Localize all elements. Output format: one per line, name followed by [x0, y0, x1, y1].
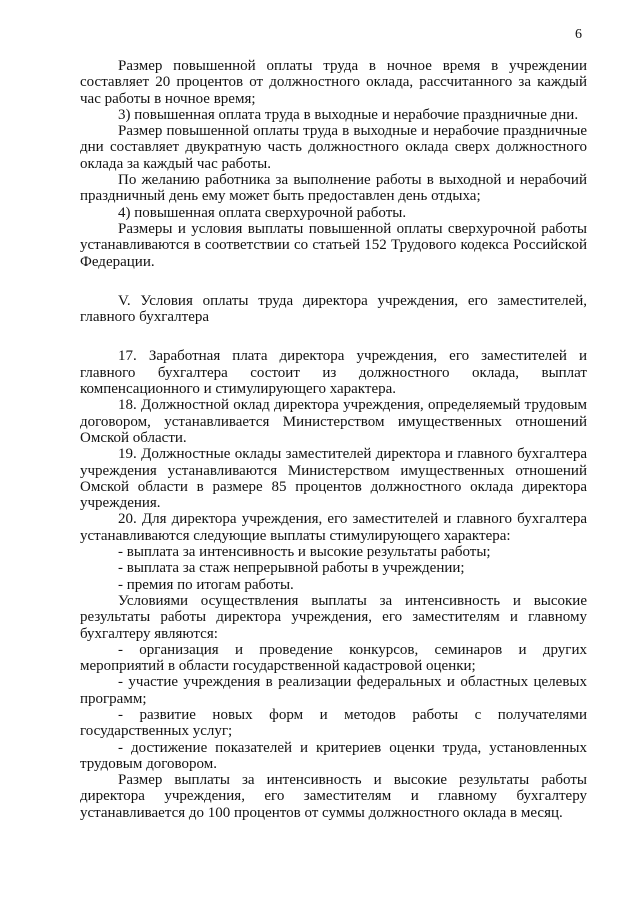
- document-body: [80, 58, 587, 821]
- page-number: 6: [575, 27, 582, 42]
- paragraph: 19. Должностные оклады заместителей директора и главного бухгалтера учреждения устанавливаются Министерством имущественных отношений Омской области в размере 85 процентов должностного оклада директора учреждения.: [80, 446, 587, 512]
- paragraph: Размер выплаты за интенсивность и высокие результаты работы директора учреждения, его заместителям и главному бухгалтеру устанавливается до 100 процентов от суммы должностного оклада в месяц.: [80, 772, 587, 821]
- list-item: - достижение показателей и критериев оценки труда, установленных трудовым договором.: [80, 739, 587, 772]
- section-heading: V. Условия оплаты труда директора учреждения, его заместителей, главного бухгалтера: [80, 292, 587, 326]
- list-item: - выплата за стаж непрерывной работы в учреждении;: [118, 560, 465, 577]
- list-item: - организация и проведение конкурсов, семинаров и других мероприятий в области государственной кадастровой оценки;: [80, 641, 587, 675]
- paragraph: Условиями осуществления выплаты за интенсивность и высокие результаты работы директора учреждения, его заместителям и главному бухгалтеру являются:: [80, 592, 587, 642]
- list-item: - развитие новых форм и методов работы с получателями государственных услуг;: [80, 706, 587, 740]
- paragraph: 3) повышенная оплата труда в выходные и нерабочие праздничные дни.: [118, 106, 579, 123]
- list-item: - выплата за интенсивность и высокие результаты работы;: [118, 544, 491, 561]
- paragraph: Размер повышенной оплаты труда в ночное время в учреждении составляет 20 процентов от должностного оклада, рассчитанного за каждый час работы в ночное время;: [80, 58, 587, 107]
- list-item: - участие учреждения в реализации федеральных и областных целевых программ;: [80, 674, 587, 707]
- list-item: - премия по итогам работы.: [118, 576, 294, 593]
- paragraph: 4) повышенная оплата сверхурочной работы.: [118, 204, 407, 221]
- paragraph: По желанию работника за выполнение работы в выходной и нерабочий праздничный день ему может быть предоставлен день отдыха;: [80, 172, 587, 205]
- paragraph: 18. Должностной оклад директора учреждения, определяемый трудовым договором, устанавливается Министерством имущественных отношений Омской области.: [80, 397, 587, 446]
- paragraph: Размер повышенной оплаты труда в выходные и нерабочие праздничные дни составляет двукратную часть должностного оклада сверх должностного оклада за каждый час работы.: [80, 123, 587, 172]
- paragraph: 20. Для директора учреждения, его заместителей и главного бухгалтера устанавливаются следующие выплаты стимулирующего характера:: [80, 511, 587, 544]
- paragraph: Размеры и условия выплаты повышенной оплаты сверхурочной работы устанавливаются в соответствии со статьей 152 Трудового кодекса Российской Федерации.: [80, 220, 587, 270]
- paragraph: 17. Заработная плата директора учреждения, его заместителей и главного бухгалтера состоит из должностного оклада, выплат компенсационного и стимулирующего характера.: [80, 348, 587, 398]
